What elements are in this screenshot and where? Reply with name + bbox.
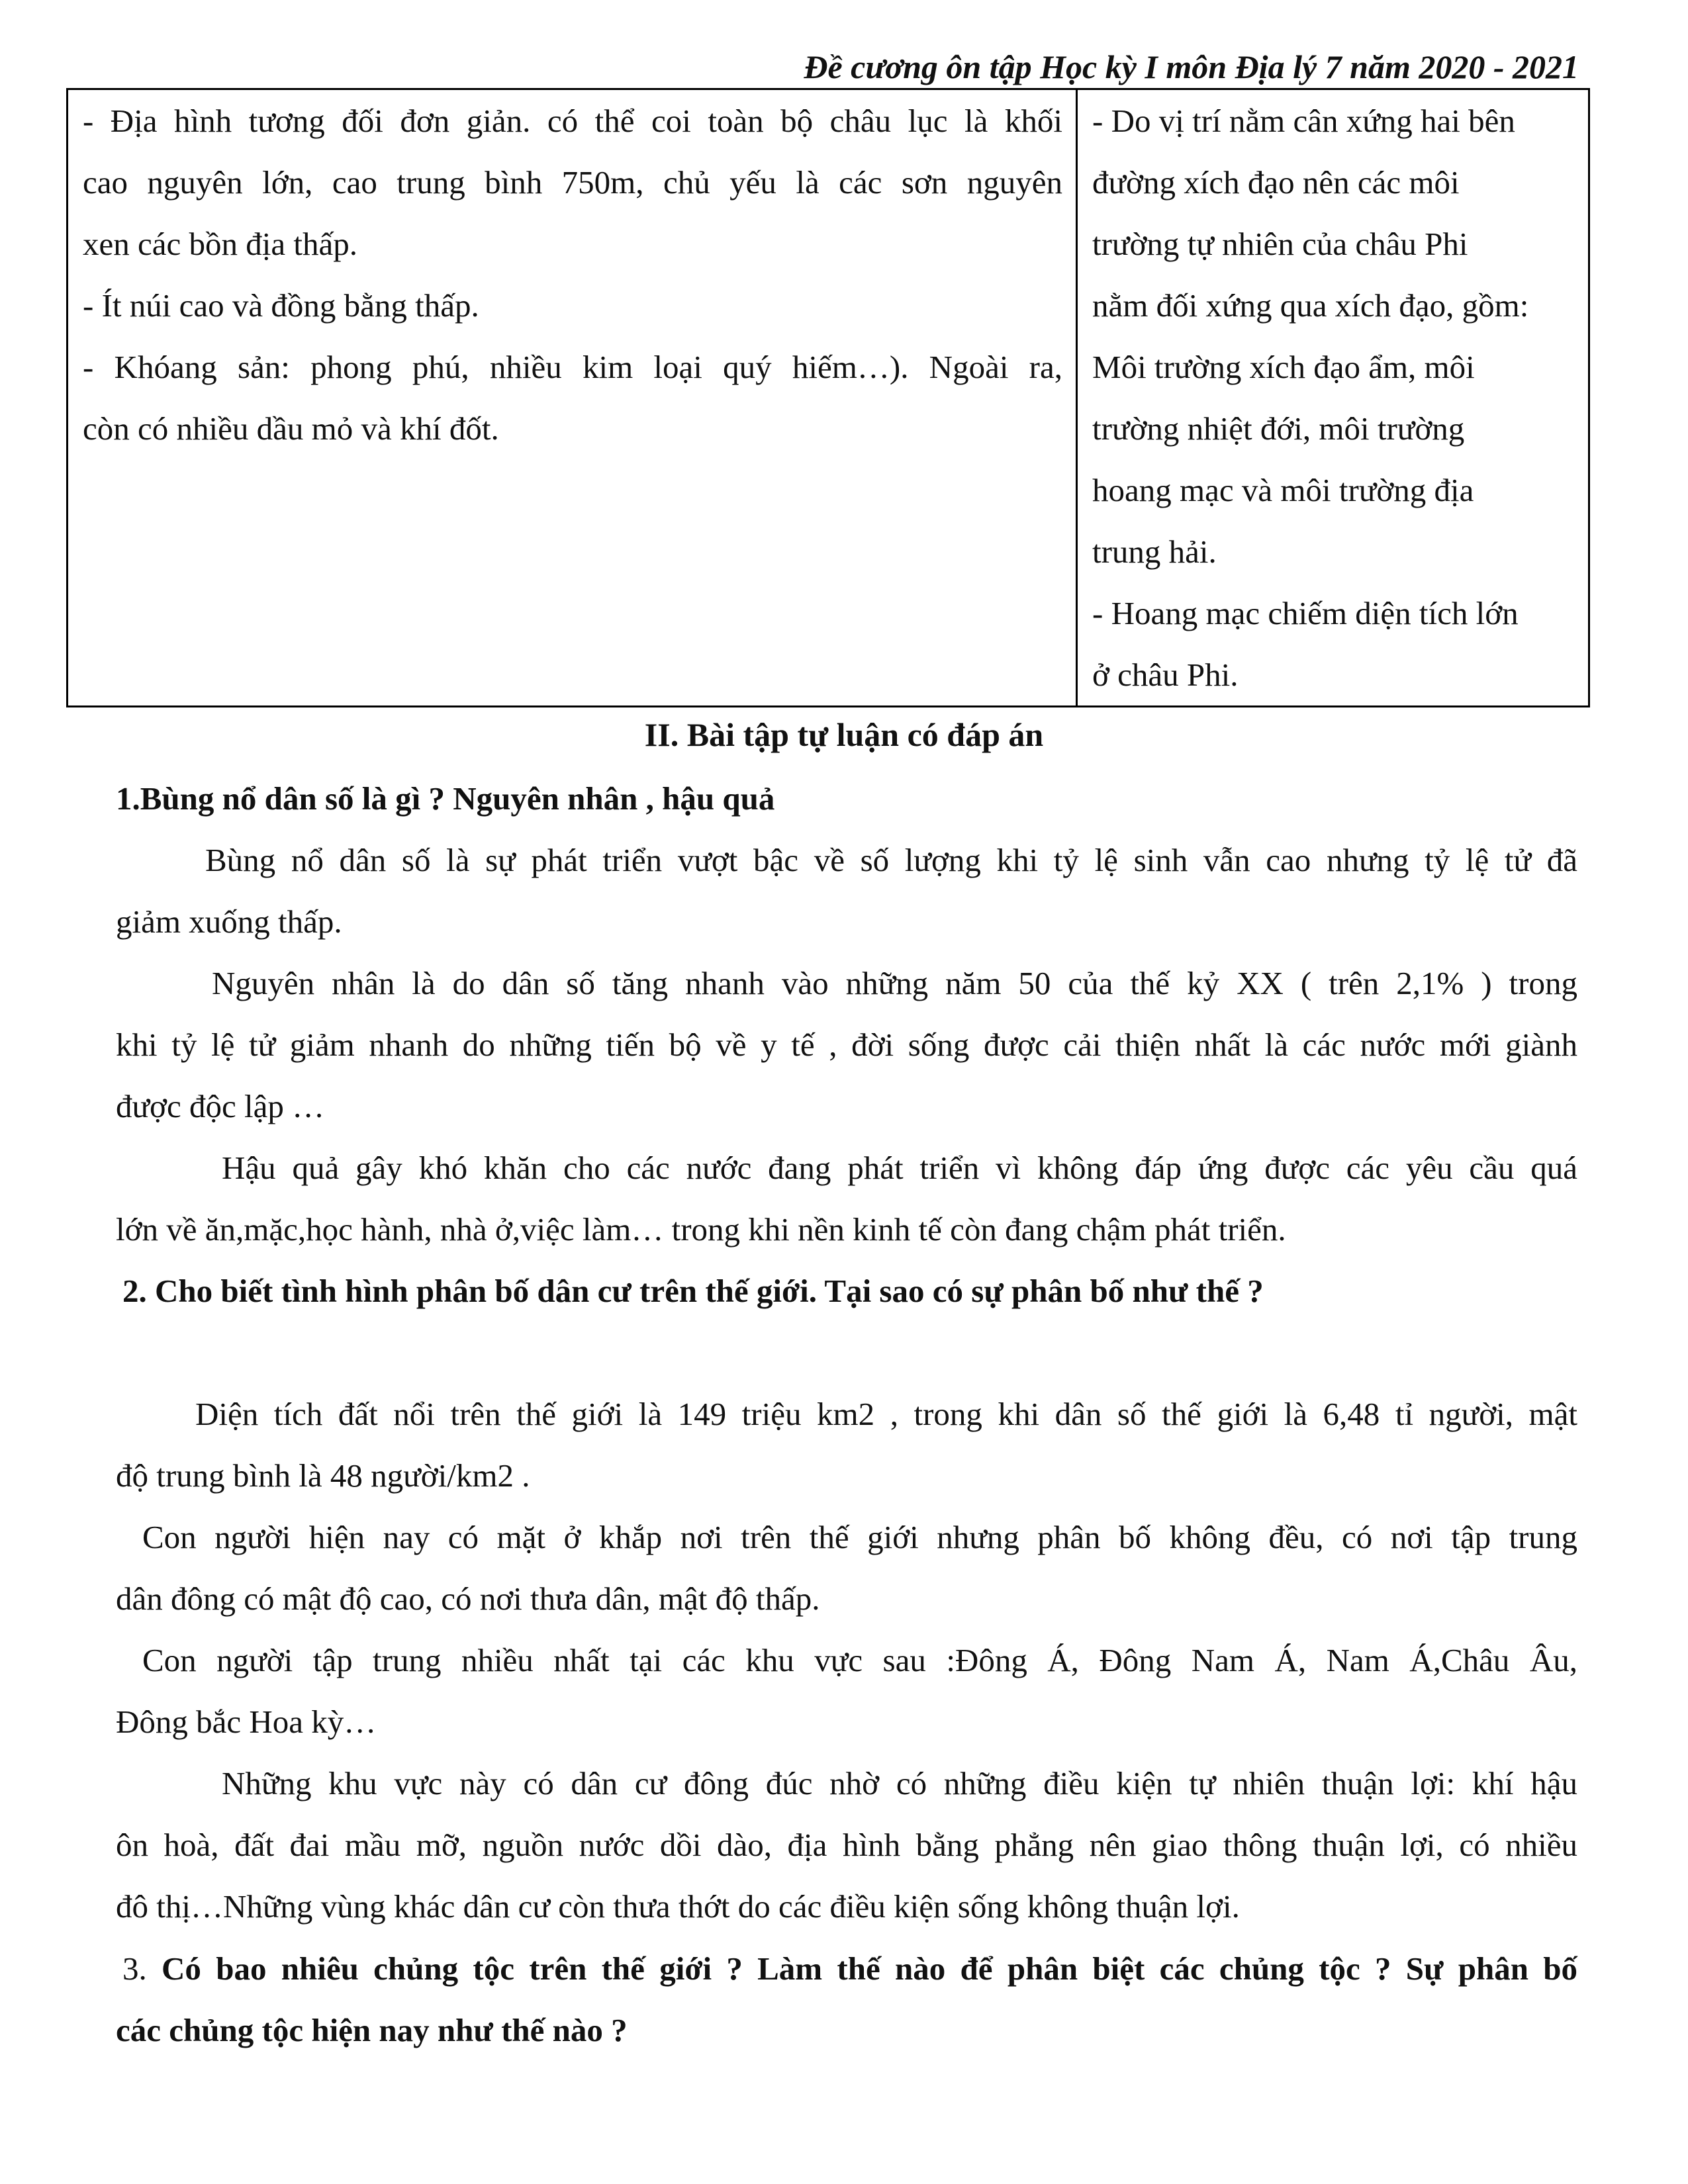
page-header: Đề cương ôn tập Học kỳ I môn Địa lý 7 năm 2020 - 2021 — [804, 48, 1579, 85]
paragraph-line: Những khu vực này có dân cư đông đúc nhờ có những điều kiện tự nhiên thuận lợi: khí hậu — [222, 1765, 1577, 1801]
question-3-title: Có bao nhiêu chủng tộc trên thế giới ? Làm thế nào để phân biệt các chủng tộc ? Sự phân bố — [162, 1950, 1577, 1987]
question-3 — [116, 1938, 1577, 2061]
table-right-line: - Do vị trí nằm cân xứng hai bên — [1092, 103, 1515, 139]
paragraph-line: dân đông có mật độ cao, có nơi thưa dân, mật độ thấp. — [116, 1580, 820, 1617]
table-right-line: trường nhiệt đới, môi trường — [1092, 410, 1465, 447]
question-3-title-cont: các chủng tộc hiện nay như thế nào ? — [116, 2012, 628, 2048]
table-left-line: xen các bồn địa thấp. — [83, 226, 357, 262]
paragraph-line: giảm xuống thấp. — [116, 903, 342, 940]
paragraph-line: ôn hoà, đất đai mầu mỡ, nguồn nước dồi dào, địa hình bằng phẳng nên giao thông thuận lợi, có nhiều — [116, 1827, 1577, 1863]
table-left-line: - Ít núi cao và đồng bằng thấp. — [83, 287, 479, 324]
continuation-table — [66, 88, 1590, 707]
question-2-answer — [116, 1383, 1577, 1937]
question-2-title: 2. Cho biết tình hình phân bố dân cư trên thế giới. Tại sao có sự phân bố như thế ? — [122, 1273, 1264, 1309]
paragraph-line: được độc lập … — [116, 1088, 325, 1124]
paragraph-line: Nguyên nhân là do dân số tăng nhanh vào những năm 50 của thế kỷ XX ( trên 2,1% ) trong — [212, 965, 1577, 1001]
table-left-line: - Địa hình tương đối đơn giản. có thể coi toàn bộ châu lục là khối — [83, 103, 1062, 139]
paragraph-line: Bùng nổ dân số là sự phát triển vượt bậc về số lượng khi tỷ lệ sinh vẫn cao nhưng tỷ lệ tử đã — [205, 842, 1577, 878]
table-cell-right — [1092, 90, 1582, 705]
question-3-number: 3. — [122, 1950, 147, 1987]
question-3-title-line — [116, 1938, 1577, 1999]
paragraph-line: đô thị…Những vùng khác dân cư còn thưa thớt do các điều kiện sống không thuận lợi. — [116, 1888, 1240, 1925]
table-right-line: nằm đối xứng qua xích đạo, gồm: — [1092, 287, 1529, 324]
paragraph-line: khi tỷ lệ tử giảm nhanh do những tiến bộ về y tế , đời sống được cải thiện nhất là các nước mới giành — [116, 1026, 1577, 1063]
table-right-line: Môi trường xích đạo ẩm, môi — [1092, 349, 1475, 385]
table-left-line: còn có nhiều dầu mỏ và khí đốt. — [83, 410, 499, 447]
paragraph-line: Đông bắc Hoa kỳ… — [116, 1704, 377, 1740]
paragraph-line: Diện tích đất nổi trên thế giới là 149 triệu km2 , trong khi dân số thế giới là 6,48 tỉ người, mật — [195, 1396, 1577, 1432]
table-right-line: hoang mạc và môi trường địa — [1092, 472, 1474, 508]
section-title: II. Bài tập tự luận có đáp án — [644, 716, 1044, 753]
table-left-line: - Khóang sản: phong phú, nhiều kim loại quý hiếm…). Ngoài ra, — [83, 349, 1062, 385]
paragraph-line: độ trung bình là 48 người/km2 . — [116, 1457, 530, 1494]
question-2 — [116, 1260, 1577, 1322]
paragraph-line: Con người hiện nay có mặt ở khắp nơi trên thế giới nhưng phân bố không đều, có nơi tập trung — [142, 1519, 1577, 1555]
table-right-line: - Hoang mạc chiếm diện tích lớn — [1092, 595, 1519, 631]
table-column-divider — [1076, 90, 1078, 705]
paragraph-line: lớn về ăn,mặc,học hành, nhà ở,việc làm… trong khi nền kinh tế còn đang chậm phát triển. — [116, 1211, 1286, 1248]
table-left-line: cao nguyên lớn, cao trung bình 750m, chủ yếu là các sơn nguyên — [83, 164, 1062, 201]
question-1-title: 1.Bùng nổ dân số là gì ? Nguyên nhân , hậu quả — [116, 780, 775, 817]
table-right-line: trường tự nhiên của châu Phi — [1092, 226, 1468, 262]
table-right-line: trung hải. — [1092, 533, 1217, 570]
question-1 — [116, 768, 1577, 1260]
paragraph-line: Hậu quả gây khó khăn cho các nước đang phát triển vì không đáp ứng được các yêu cầu quá — [222, 1150, 1577, 1186]
table-cell-left — [83, 90, 1062, 459]
paragraph-line: Con người tập trung nhiều nhất tại các khu vực sau :Đông Á, Đông Nam Á, Nam Á,Châu Âu, — [142, 1642, 1577, 1678]
table-right-line: ở châu Phi. — [1092, 657, 1239, 693]
table-right-line: đường xích đạo nên các môi — [1092, 164, 1460, 201]
